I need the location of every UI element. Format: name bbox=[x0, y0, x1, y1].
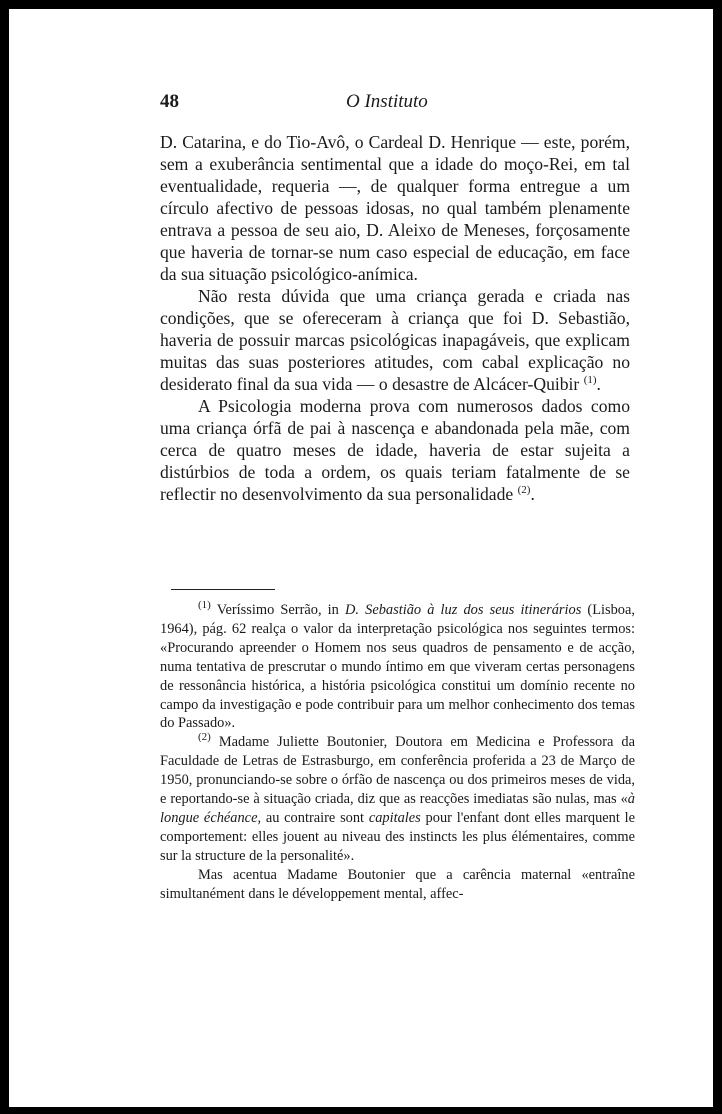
page-number: 48 bbox=[160, 91, 179, 112]
book-page bbox=[6, 6, 716, 1110]
footnote-marker: (1) bbox=[198, 599, 211, 612]
page-header bbox=[160, 91, 590, 117]
paragraph: Não resta dúvida que uma criança gerada e criada nas condições, que se ofereceram à criança que foi D. Sebastião, haveria de possuir marcas psicológicas inapagáveis, que explicam muitas das suas posteriores atitudes, com cabal explicação no desiderato final da sua vida — o desastre de Alcácer-Quibir $^{(1)}$. bbox=[160, 286, 630, 394]
footnote: $^{(1)}$ Veríssimo Serrão, in D. Sebastião à luz dos seus itinerários (Lisboa, 1964), pág. 62 realça o valor da interpretação psicológica nos seguintes termos: «Procurando apreender o Homem nos seus quadros de pensamento e de acção, numa tentativa de prescrutar o mundo íntimo em que viveram certas personagens de ressonância histórica, a história psicológica constitui um domínio recente no campo da investigação e pode contribuir para um melhor conhecimento dos temas do Passado». bbox=[160, 599, 635, 732]
body-text bbox=[160, 131, 630, 505]
footnote-rule bbox=[171, 589, 275, 590]
footnote: $^{(2)}$ Madame Juliette Boutonier, Doutora em Medicina e Professora da Faculdade de Letras de Estrasburgo, em conferência proferida a 23 de Março de 1950, pronunciando-se sobre o órfão de nascença ou dos primeiros meses de vida, e reportando-se à situação criada, diz que as reacções imediatas são nulas, mas «à longue échéance, au contraire sont capitales pour l'enfant dont elles marquent le comportement: elles jouent au niveau des instincts les plus élémentaires, comme sur la structure de la personalité». bbox=[160, 731, 635, 864]
paragraph: D. Catarina, e do Tio-Avô, o Cardeal D. Henrique — este, porém, sem a exuberância sentimental que a idade do moço-Rei, em tal eventualidade, requeria —, de qualquer forma entregue a um círculo afectivo de pessoas idosas, no qual também plenamente entrava a pessoa de seu aio, D. Aleixo de Meneses, forçosamente que haveria de tornar-se num caso especial de educação, em face da sua situação psicológico-anímica. bbox=[160, 132, 630, 284]
footnote-ref: (2) bbox=[517, 484, 531, 497]
footnote-marker: (2) bbox=[198, 731, 211, 744]
paragraph: A Psicologia moderna prova com numerosos dados como uma criança órfã de pai à nascença e abandonada pela mãe, com cerca de quatro meses de idade, haveria de estar sujeita a distúrbios de toda a ordem, os quais teriam fatalmente de se reflectir no desenvolvimento da sua personalidade $^{(2)}$. bbox=[160, 396, 630, 504]
footnotes bbox=[160, 601, 635, 904]
footnote: Mas acentua Madame Boutonier que a carência maternal «entraîne simultanément dans le développement mental, affec- bbox=[160, 866, 635, 902]
running-title: O Instituto bbox=[346, 91, 428, 112]
book-title: D. Sebastião à luz dos seus itinerários bbox=[345, 602, 582, 618]
footnote-ref: (1) bbox=[583, 374, 597, 387]
